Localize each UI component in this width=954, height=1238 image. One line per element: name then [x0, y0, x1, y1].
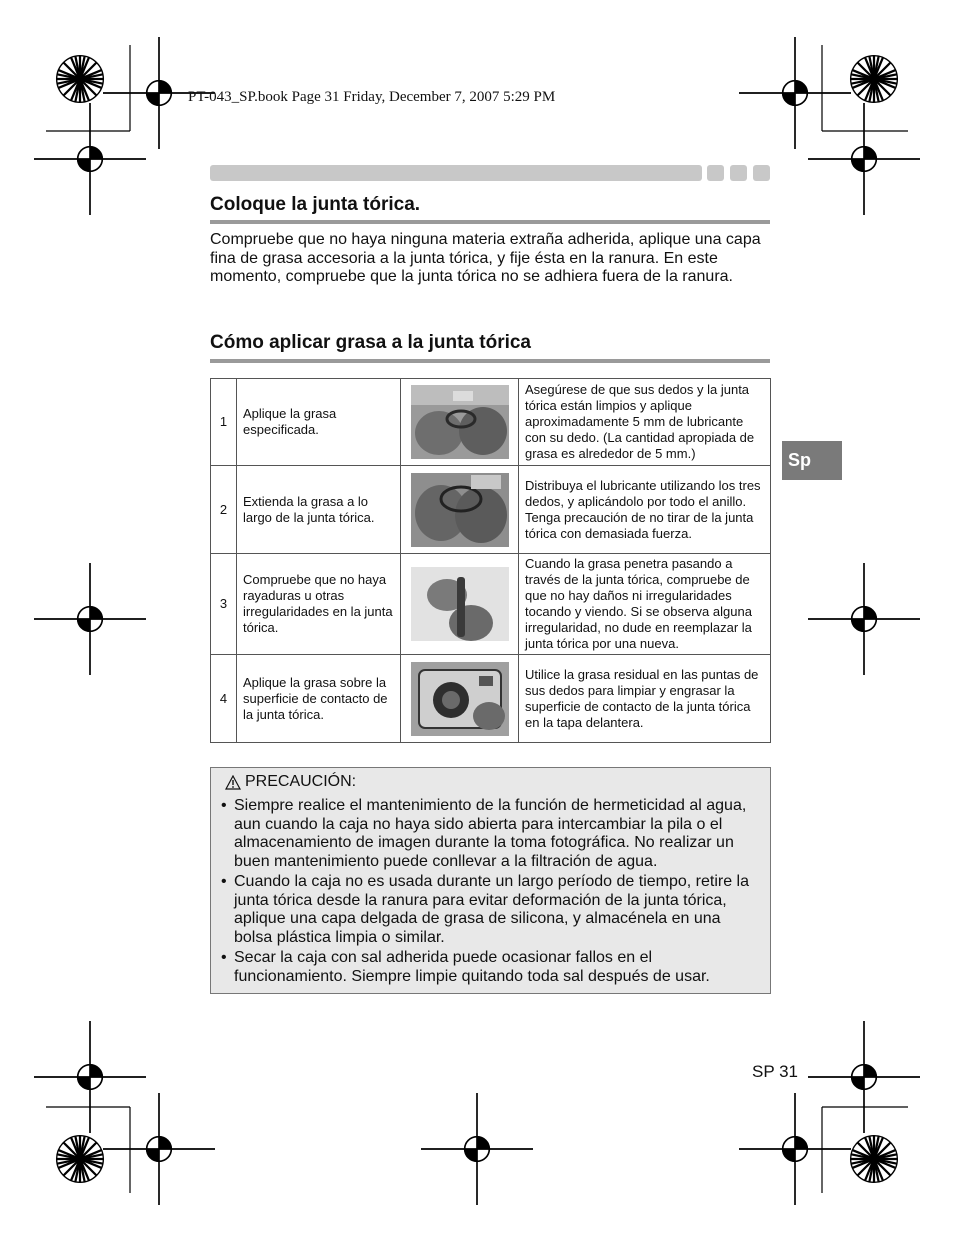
caution-box [210, 767, 771, 994]
header-square [753, 165, 770, 181]
table-row [211, 554, 771, 655]
caution-heading [225, 773, 356, 791]
header-square [707, 165, 724, 181]
caution-text: Secar la caja con sal adherida puede ocasionar fallos en el funcionamiento. Siempre limpie quitando toda sal después de usar. [234, 949, 710, 985]
section-title: Coloque la junta tórica. [210, 194, 421, 215]
print-header: PT-043_SP.book Page 31 Friday, December 7, 2007 5:29 PM [188, 89, 556, 105]
step-description: Extienda la grasa a lo largo de la junta tórica. [237, 466, 401, 554]
list-item [219, 797, 761, 871]
registration-mark-icon [739, 1093, 851, 1205]
caution-text: Siempre realice el mantenimiento de la función de hermeticidad al agua, aun cuando la caja no haya sido abierta para intercambiar la pila o el almacenamiento de imagen durante la toma fotográfica. No realizar un buen mantenimiento puede conllevar a la filtración de agua. [234, 797, 747, 870]
step-note: Asegúrese de que sus dedos y la junta tórica están limpios y aplique aproximadamente 5 mm de lubricante con su dedo. (La cantidad apropiada de grasa es alrededor de 5 mm.) [519, 379, 771, 466]
photo-spreading-grease-icon [411, 473, 509, 547]
photo-inspecting-oring-icon [411, 567, 509, 641]
caution-text: Cuando la caja no es usada durante un largo período de tiempo, retire la junta tórica desde la ranura para evitar deformación de la junta tórica, aplique una capa delgada de grasa de silicona, y almacénela en una bolsa plástica limpia o similar. [234, 873, 750, 946]
step-note: Distribuya el lubricante utilizando los tres dedos, y aplicándolo por todo el anillo. Tenga precaución de no tirar de la junta tórica con demasiada fuerza. [519, 466, 771, 554]
star-target-icon [846, 51, 902, 107]
list-item [219, 949, 761, 986]
section-rule [210, 220, 770, 224]
star-target-icon [52, 51, 108, 107]
section-body: Compruebe que no haya ninguna materia extraña adherida, aplique una capa fina de grasa accesoria a la junta tórica, y fije ésta en la ranura. En este momento, compruebe que la junta tórica no se adhiera fuera de la ranura. [210, 231, 761, 285]
step-number: 1 [211, 379, 237, 466]
bullet: • [221, 797, 227, 814]
registration-mark-icon [808, 103, 920, 215]
star-target-icon [846, 1131, 902, 1187]
step-photo [401, 379, 519, 466]
warning-triangle-icon [225, 775, 241, 790]
step-note: Utilice la grasa residual en las puntas de sus dedos para limpiar y engrasar la superficie de contacto de la junta tórica en la tapa delantera. [519, 655, 771, 743]
header-bar [210, 165, 702, 181]
table-row [211, 379, 771, 466]
photo-housing-front-icon [411, 662, 509, 736]
section-title: Cómo aplicar grasa a la junta tórica [210, 332, 531, 353]
table-row [211, 655, 771, 743]
registration-mark-icon [34, 103, 146, 215]
registration-mark-icon [103, 1093, 215, 1205]
step-photo [401, 554, 519, 655]
photo-hands-greasing-icon [411, 385, 509, 459]
step-note: Cuando la grasa penetra pasando a través de la junta tórica, compruebe de que no hay daños ni irregularidades tocando y viendo. Si se observa alguna irregularidad, no dude en reemplazar la junta tórica por una nueva. [519, 554, 771, 655]
table-row [211, 466, 771, 554]
header-square [730, 165, 747, 181]
section-rule [210, 359, 770, 363]
registration-mark-icon [421, 1093, 533, 1205]
star-target-icon [52, 1131, 108, 1187]
step-description: Aplique la grasa sobre la superficie de contacto de la junta tórica. [237, 655, 401, 743]
bullet: • [221, 949, 227, 966]
registration-mark-icon [34, 563, 146, 675]
steps-table [210, 378, 771, 743]
language-tab: Sp [782, 441, 842, 480]
step-photo [401, 466, 519, 554]
step-number: 2 [211, 466, 237, 554]
step-number: 3 [211, 554, 237, 655]
step-number: 4 [211, 655, 237, 743]
step-photo [401, 655, 519, 743]
caution-list [219, 797, 761, 988]
bullet: • [221, 873, 227, 890]
registration-mark-icon [808, 563, 920, 675]
step-description: Compruebe que no haya rayaduras u otras irregularidades en la junta tórica. [237, 554, 401, 655]
page-number: SP 31 [752, 1062, 799, 1081]
step-description: Aplique la grasa especificada. [237, 379, 401, 466]
caution-title: PRECAUCIÓN: [245, 773, 357, 790]
list-item [219, 873, 761, 947]
